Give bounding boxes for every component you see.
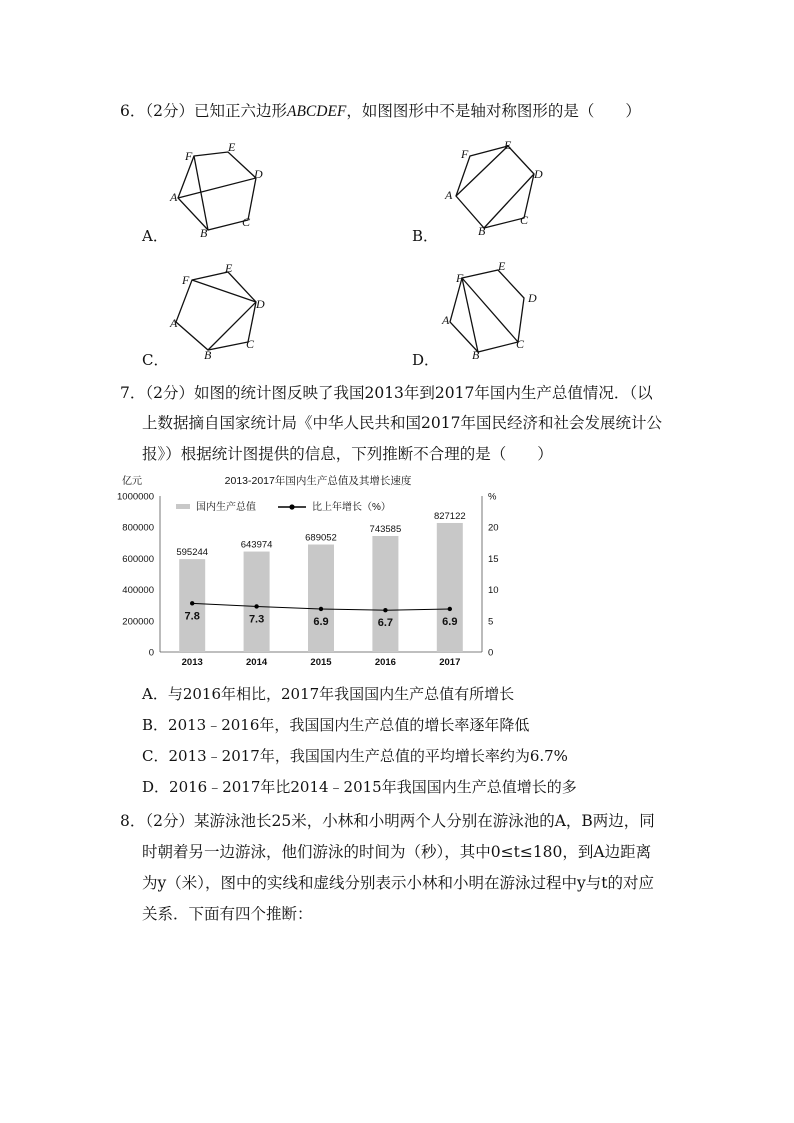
q8-stem-line-1: 8．（2分）某游泳池长25米，小林和小明两个人分别在游泳池的A，B两边，同: [120, 812, 655, 830]
y-left-tick-label: 0: [148, 647, 154, 659]
growth-rate-point: [448, 607, 452, 611]
svg-text:E: E: [228, 140, 236, 154]
y-right-tick-label: %: [488, 491, 497, 503]
svg-text:E: E: [225, 262, 233, 275]
x-tick-label: 2013: [181, 657, 203, 668]
growth-rate-point: [383, 608, 387, 612]
svg-text:F: F: [182, 273, 190, 287]
svg-text:C: C: [242, 215, 251, 229]
y-right-tick-label: 15: [488, 553, 499, 565]
hexagon-figure-d: [440, 262, 560, 366]
y-right-tick-label: 0: [488, 647, 494, 659]
growth-rate-label: 6.7: [377, 617, 394, 630]
growth-rate-label: 7.3: [248, 613, 265, 626]
growth-rate-point: [319, 607, 323, 611]
bar: [372, 536, 398, 652]
q7-option-a[interactable]: A．与2016年相比，2017年我国国内生产总值有所增长: [142, 685, 515, 703]
gdp-chart: [108, 472, 508, 672]
legend-line-marker: [289, 504, 294, 509]
y-left-tick-label: 400000: [122, 585, 154, 597]
bar: [244, 552, 270, 652]
svg-text:A: A: [170, 190, 178, 204]
y-right-tick-label: 10: [488, 585, 499, 597]
q6-option-d[interactable]: D．: [412, 351, 440, 369]
q6-option-a[interactable]: A．: [142, 227, 168, 245]
svg-text:A: A: [442, 313, 450, 327]
growth-rate-point: [254, 604, 258, 608]
y-left-tick-label: 1000000: [117, 491, 154, 503]
q7-option-c[interactable]: C．2013﹣2017年，我国国内生产总值的平均增长率约为6.7%: [142, 747, 568, 765]
q8-stem-line-2: 时朝着另一边游泳，他们游泳的时间为（秒），其中0≤t≤180，到A边距离: [142, 843, 652, 861]
y-left-axis-label: 亿元: [122, 476, 142, 487]
chart-title: 2013-2017年国内生产总值及其增长速度: [224, 475, 412, 487]
svg-text:A: A: [170, 316, 178, 330]
svg-text:B: B: [200, 226, 208, 240]
svg-text:D: D: [528, 291, 537, 305]
q6-option-c[interactable]: C．: [142, 351, 169, 369]
bar-value-label: 689052: [305, 532, 337, 544]
q6-option-b[interactable]: B．: [412, 227, 439, 245]
hexagon-figure-a: [160, 140, 280, 244]
y-left-tick-label: 200000: [122, 616, 154, 628]
growth-rate-label: 7.8: [184, 610, 200, 623]
y-left-tick-label: 800000: [122, 522, 154, 534]
x-tick-label: 2015: [310, 657, 332, 668]
y-right-tick-label: 20: [488, 522, 499, 534]
legend-bar-label: 国内生产总值: [196, 502, 256, 513]
y-left-tick-label: 600000: [122, 553, 154, 565]
x-tick-label: 2017: [439, 657, 461, 668]
svg-text:B: B: [204, 348, 212, 362]
q7-option-d[interactable]: D．2016﹣2017年比2014﹣2015年我国国内生产总值增长的多: [142, 778, 577, 796]
q7-stem-line-1: 7．（2分）如图的统计图反映了我国2013年到2017年国内生产总值情况．（以: [120, 384, 653, 402]
svg-text:A: A: [445, 188, 453, 202]
hexagon-figure-c: [160, 262, 280, 366]
growth-rate-label: 6.9: [442, 615, 458, 628]
svg-text:C: C: [516, 337, 525, 351]
q6-stem: 6．（2分）已知正六边形ABCDEF，如图图形中不是轴对称图形的是（ ）: [120, 102, 641, 120]
svg-text:B: B: [472, 348, 480, 362]
q7-stem-line-3: 报》）根据统计图提供的信息，下列推断不合理的是（ ）: [142, 445, 553, 463]
x-tick-label: 2016: [374, 657, 396, 668]
svg-text:D: D: [254, 167, 263, 181]
svg-text:B: B: [478, 224, 486, 238]
bar: [308, 545, 334, 652]
q8-stem-line-4: 关系．下面有四个推断：: [142, 905, 313, 923]
svg-text:F: F: [456, 271, 464, 285]
svg-text:F: F: [461, 147, 469, 161]
svg-text:F: F: [185, 149, 193, 163]
q7-stem-line-2: 上数据摘自国家统计局《中华人民共和国2017年国民经济和社会发展统计公: [142, 414, 662, 432]
growth-rate-point: [190, 601, 194, 605]
q8-stem-line-3: 为y（米），图中的实线和虚线分别表示小林和小明在游泳过程中y与t的对应: [142, 874, 654, 892]
svg-text:D: D: [256, 297, 265, 311]
hexagon-figure-b: [440, 138, 560, 242]
q7-option-b[interactable]: B．2013﹣2016年，我国国内生产总值的增长率逐年降低: [142, 716, 530, 734]
bar: [437, 523, 463, 652]
legend-line-label: 比上年增长（%）: [312, 502, 391, 513]
svg-text:E: E: [498, 262, 506, 273]
y-right-tick-label: 5: [488, 616, 494, 628]
bar: [179, 559, 205, 652]
svg-text:D: D: [534, 167, 543, 181]
bar-value-label: 827122: [433, 510, 466, 522]
bar-value-label: 643974: [240, 539, 273, 551]
svg-text:C: C: [520, 213, 529, 227]
bar-value-label: 595244: [176, 547, 209, 559]
svg-text:C: C: [246, 337, 255, 351]
svg-text:E: E: [504, 138, 512, 152]
growth-rate-label: 6.9: [313, 615, 329, 628]
x-tick-label: 2014: [246, 657, 268, 668]
bar-value-label: 743585: [369, 524, 402, 536]
legend-bar-swatch: [176, 504, 190, 509]
